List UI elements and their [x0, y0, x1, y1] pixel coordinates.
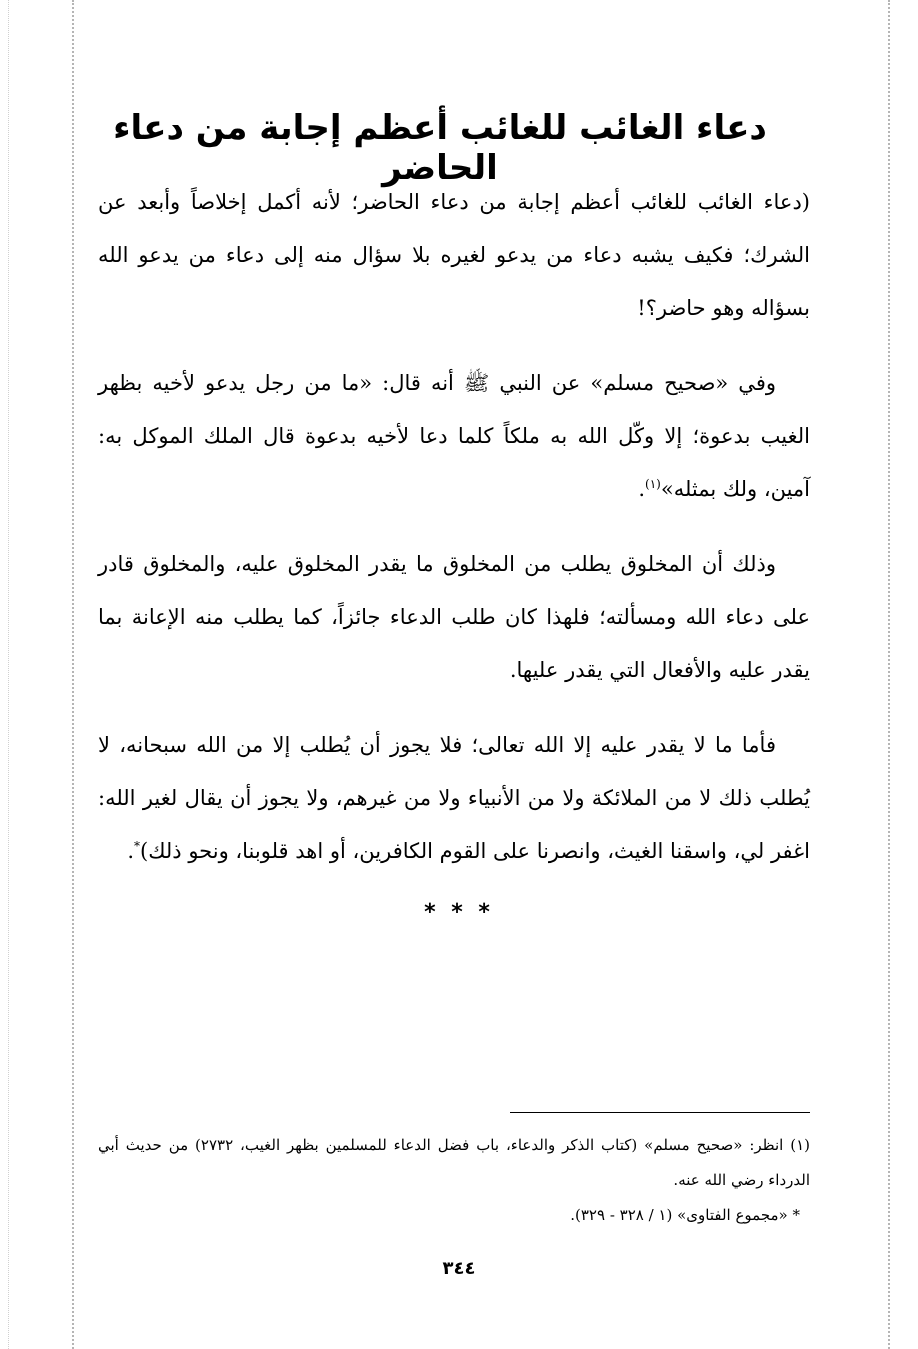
paragraph-2-text: وفي «صحيح مسلم» عن النبي ﷺ أنه قال: «ما من رجل يدعو لأخيه بظهر الغيب بدعوة؛ إلا وكّل الله به ملكاً كلما دعا لأخيه بدعوة قال الملك الموكل به: آمين، ولك بمثله»: [98, 371, 810, 501]
star-ref: *: [134, 839, 140, 853]
footnotes: [98, 1128, 810, 1233]
page-title: دعاء الغائب للغائب أعظم إجابة من دعاء الحاضر: [113, 108, 767, 188]
scan-margin-line-right: [888, 0, 890, 1349]
scan-edge-line: [8, 0, 9, 1349]
footnote-1: (١) انظر: «صحيح مسلم» (كتاب الذكر والدعاء، باب فضل الدعاء للمسلمين بظهر الغيب، ٢٧٣٢) من حديث أبي الدرداء رضي الله عنه.: [98, 1136, 810, 1189]
section-separator: * * *: [424, 900, 494, 925]
main-text: [98, 176, 810, 900]
scan-margin-line-left: [72, 0, 74, 1349]
paragraph-2-end: .: [638, 477, 646, 501]
footnote-rule: [510, 1112, 810, 1113]
paragraph-2: [98, 357, 810, 516]
page-number: ٣٤٤: [442, 1258, 476, 1279]
footnote-2: * «مجموع الفتاوى» (١ / ٣٢٨ - ٣٢٩).: [570, 1206, 800, 1224]
footnote-ref-1: (١): [645, 477, 661, 491]
paragraph-1: (دعاء الغائب للغائب أعظم إجابة من دعاء الحاضر؛ لأنه أكمل إخلاصاً وأبعد عن الشرك؛ فكيف يشبه دعاء من يدعو لغيره بلا سؤال منه إلى دعاء من يدعو الله بسؤاله وهو حاضر؟!: [98, 190, 810, 320]
paragraph-3: وذلك أن المخلوق يطلب من المخلوق ما يقدر المخلوق عليه، والمخلوق قادر على دعاء الله ومسألته؛ فلهذا كان طلب الدعاء جائزاً، كما يطلب منه الإعانة بما يقدر عليه والأفعال التي يقدر عليها.: [98, 552, 810, 682]
paragraph-4: فأما ما لا يقدر عليه إلا الله تعالى؛ فلا يجوز أن يُطلب إلا من الله سبحانه، لا يُطلب ذلك لا من الملائكة ولا من الأنبياء ولا من غيرهم، ولا يجوز أن يقال لغير الله: اغفر لي، واسقنا الغيث، وانصرنا على القوم الكافرين، أو اهد قلوبنا، ونحو ذلك)*.: [98, 733, 810, 863]
paragraph-4-text: فأما ما لا يقدر عليه إلا الله تعالى؛ فلا يجوز أن يُطلب إلا من الله سبحانه، لا يُطلب ذلك لا من الملائكة ولا من الأنبياء ولا من غيرهم، ولا يجوز أن يقال لغير الله: اغفر لي، واسقنا الغيث، وانصرنا على القوم الكافرين، أو اهد قلوبنا، ونحو ذلك): [98, 733, 810, 863]
